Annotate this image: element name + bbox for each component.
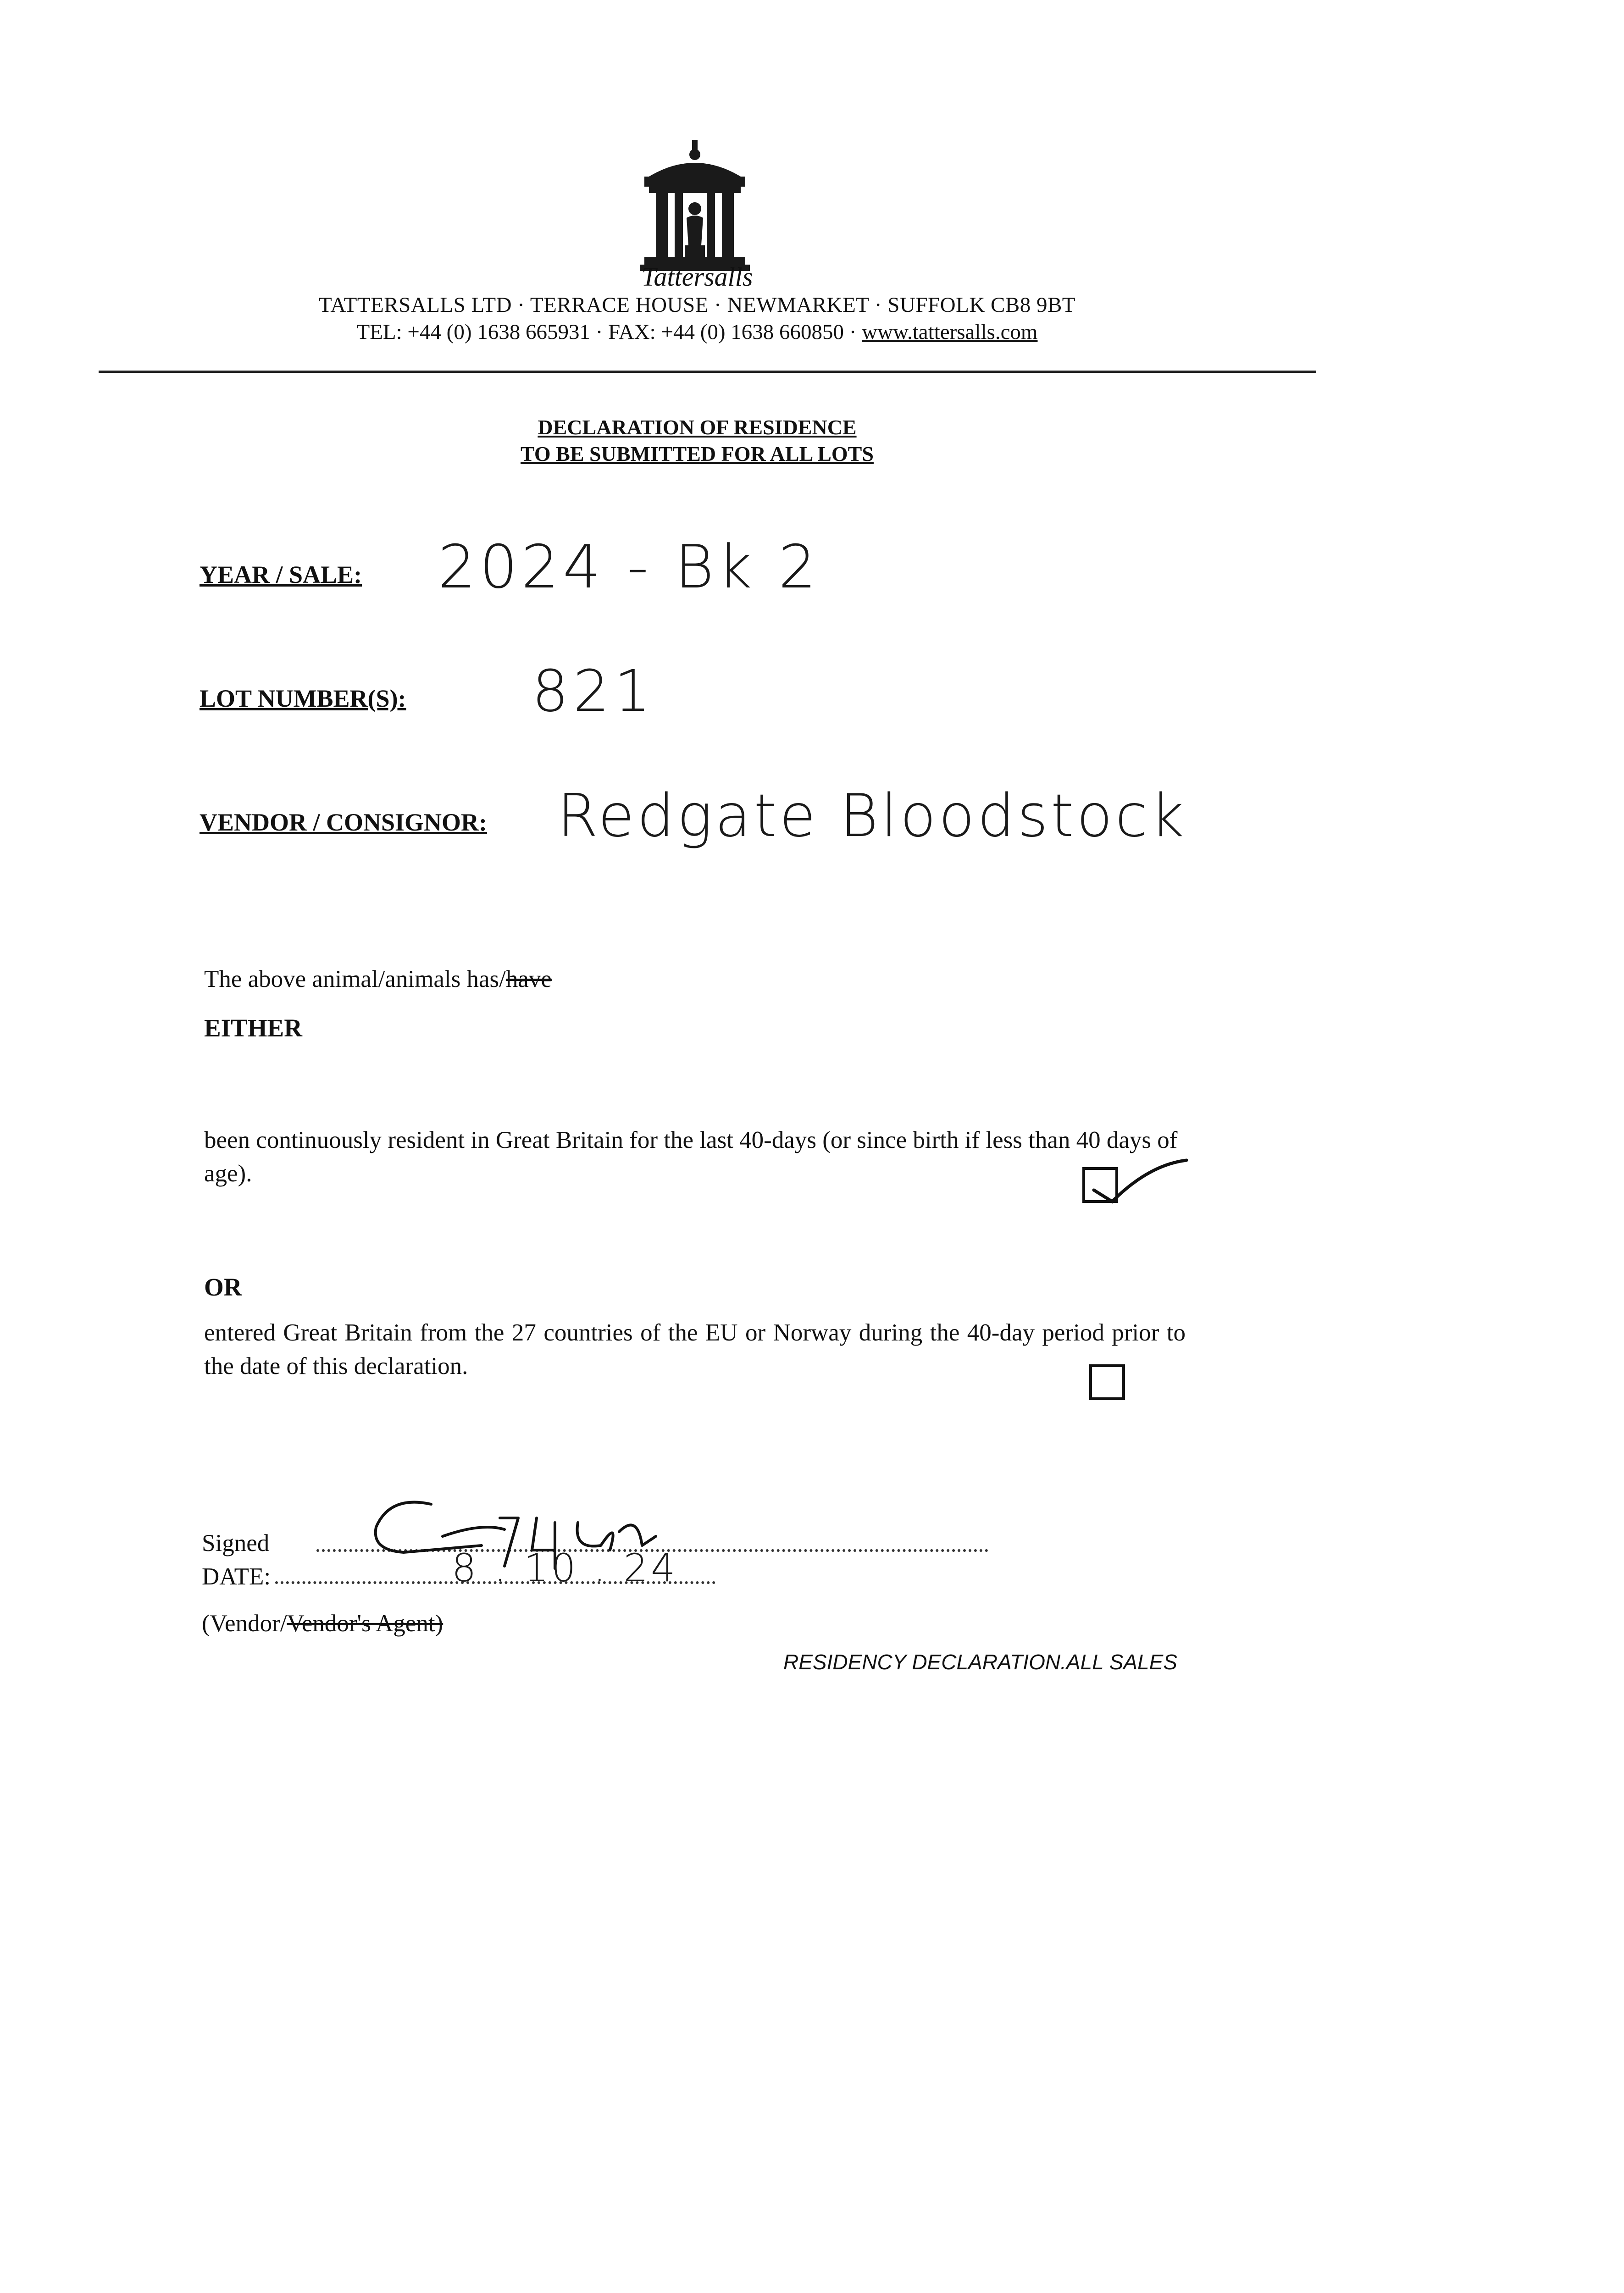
- header-divider: [99, 371, 1316, 373]
- brand-name: Tattersalls: [641, 262, 753, 292]
- date-label: DATE:: [202, 1563, 271, 1590]
- year-sale-label: YEAR / SALE:: [200, 561, 362, 588]
- lot-number-value: 821: [532, 658, 655, 725]
- intro-text: The above animal/animals has/: [204, 966, 506, 992]
- or-heading: OR: [204, 1273, 242, 1301]
- role-struck-text: Vendor's Agent): [287, 1610, 443, 1637]
- year-sale-value: 2024 - Bk 2: [438, 532, 820, 602]
- option-resident-text: been continuously resident in Great Britain for the last 40-days (or since birth if less than 40 days of age).: [204, 1127, 1178, 1187]
- form-subtitle: TO BE SUBMITTED FOR ALL LOTS: [521, 442, 874, 465]
- lot-number-label: LOT NUMBER(S):: [200, 685, 406, 712]
- form-footer: RESIDENCY DECLARATION.ALL SALES: [783, 1650, 1177, 1674]
- vendor-label: VENDOR / CONSIGNOR:: [200, 809, 488, 836]
- signatory-role: [202, 1610, 443, 1637]
- company-contact: [229, 320, 1165, 344]
- date-value: 8 . 10 . 24: [452, 1545, 678, 1590]
- form-title: DECLARATION OF RESIDENCE: [538, 415, 857, 439]
- signed-label: Signed: [202, 1530, 270, 1556]
- option-entered-text: entered Great Britain from the 27 countries of the EU or Norway during the 40-day period prior to the date of this declaration.: [204, 1319, 1186, 1379]
- tattersalls-logo-icon: [631, 140, 759, 273]
- declaration-intro: [204, 965, 552, 993]
- intro-struck-text: have: [505, 966, 552, 992]
- vendor-value: Redgate Bloodstock: [557, 782, 1187, 850]
- role-text: (Vendor/: [202, 1610, 287, 1637]
- option-entered-checkbox[interactable]: [1089, 1364, 1125, 1400]
- company-address: TATTERSALLS LTD · TERRACE HOUSE · NEWMARKET · SUFFOLK CB8 9BT: [318, 293, 1076, 317]
- contact-numbers: TEL: +44 (0) 1638 665931 · FAX: +44 (0) 1638 660850 ·: [356, 320, 862, 344]
- checkmark-icon: [1080, 1146, 1190, 1215]
- website-link[interactable]: www.tattersalls.com: [862, 320, 1038, 344]
- either-heading: EITHER: [204, 1014, 302, 1042]
